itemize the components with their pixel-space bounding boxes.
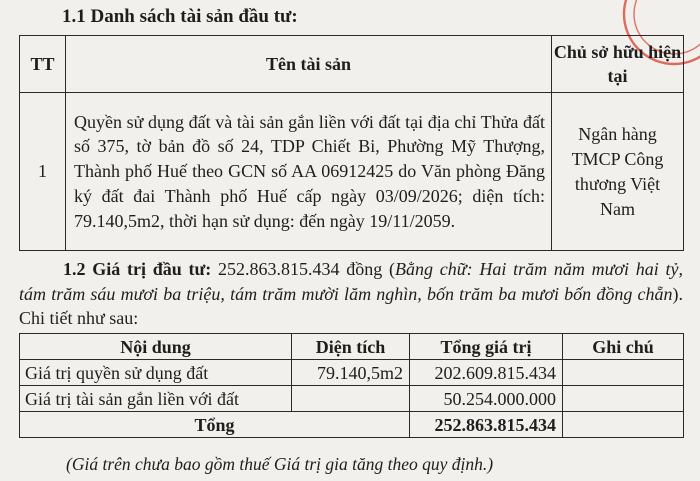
header-total: Tổng giá trị (410, 334, 563, 360)
row-content: Giá trị quyền sử dụng đất (20, 360, 292, 386)
asset-name-cell: Quyền sử dụng đất và tài sản gắn liền với đất tại địa chỉ Thửa đất số 375, tờ bản đồ số 24, TDP Chiết Bi, Phường Mỹ Thượng, Thành phố Huế theo GCN số AA 06912425 do Văn phòng Đăng ký đất đai Thành phố Huế cấp ngày 03/09/2026; diện tích: 79.140,5m2, thời hạn sử dụng: đến ngày 19/11/2059. (66, 93, 552, 251)
vat-footnote: (Giá trên chưa bao gồm thuế Giá trị gia tăng theo quy định.) (66, 454, 494, 474)
value-table-header-row (20, 334, 684, 360)
amount-in-words: Bằng chữ: Hai trăm năm mươi hai tỷ, tám trăm sáu mươi ba triệu, tám trăm mười lăm nghìn, bốn trăm ba mươi bốn đồng chẵn (19, 259, 683, 304)
header-owner: Chủ sở hữu hiện tại (552, 36, 684, 93)
row-area (292, 386, 410, 412)
section-1-1-heading: 1.1 Danh sách tài sản đầu tư: (62, 6, 298, 27)
investment-detail-intro: ). Chi tiết như sau: (19, 283, 683, 328)
table-row (20, 360, 684, 386)
header-note: Ghi chú (563, 334, 684, 360)
row-content: Giá trị tài sản gắn liền với đất (20, 386, 292, 412)
row-area: 79.140,5m2 (292, 360, 410, 386)
investment-value-table (19, 333, 684, 438)
header-area: Diện tích (292, 334, 410, 360)
header-asset-name: Tên tài sản (66, 36, 552, 93)
row-note (563, 386, 684, 412)
total-value: 252.863.815.434 (410, 412, 563, 438)
row-note (563, 360, 684, 386)
investment-value-paragraph (19, 257, 683, 331)
asset-list-table (19, 35, 684, 251)
total-label: Tổng (20, 412, 410, 438)
asset-stt-cell: 1 (20, 93, 66, 251)
total-row (20, 412, 684, 438)
row-total: 202.609.815.434 (410, 360, 563, 386)
asset-owner-cell: Ngân hàng TMCP Công thương Việt Nam (552, 93, 684, 251)
header-content: Nội dung (20, 334, 292, 360)
header-stt: TT (20, 36, 66, 93)
asset-table-header-row (20, 36, 684, 93)
total-note (563, 412, 684, 438)
table-row (20, 93, 684, 251)
table-row (20, 386, 684, 412)
row-total: 50.254.000.000 (410, 386, 563, 412)
investment-amount: 252.863.815.434 đồng ( (211, 259, 396, 279)
section-1-2-heading: 1.2 Giá trị đầu tư: (63, 259, 212, 279)
